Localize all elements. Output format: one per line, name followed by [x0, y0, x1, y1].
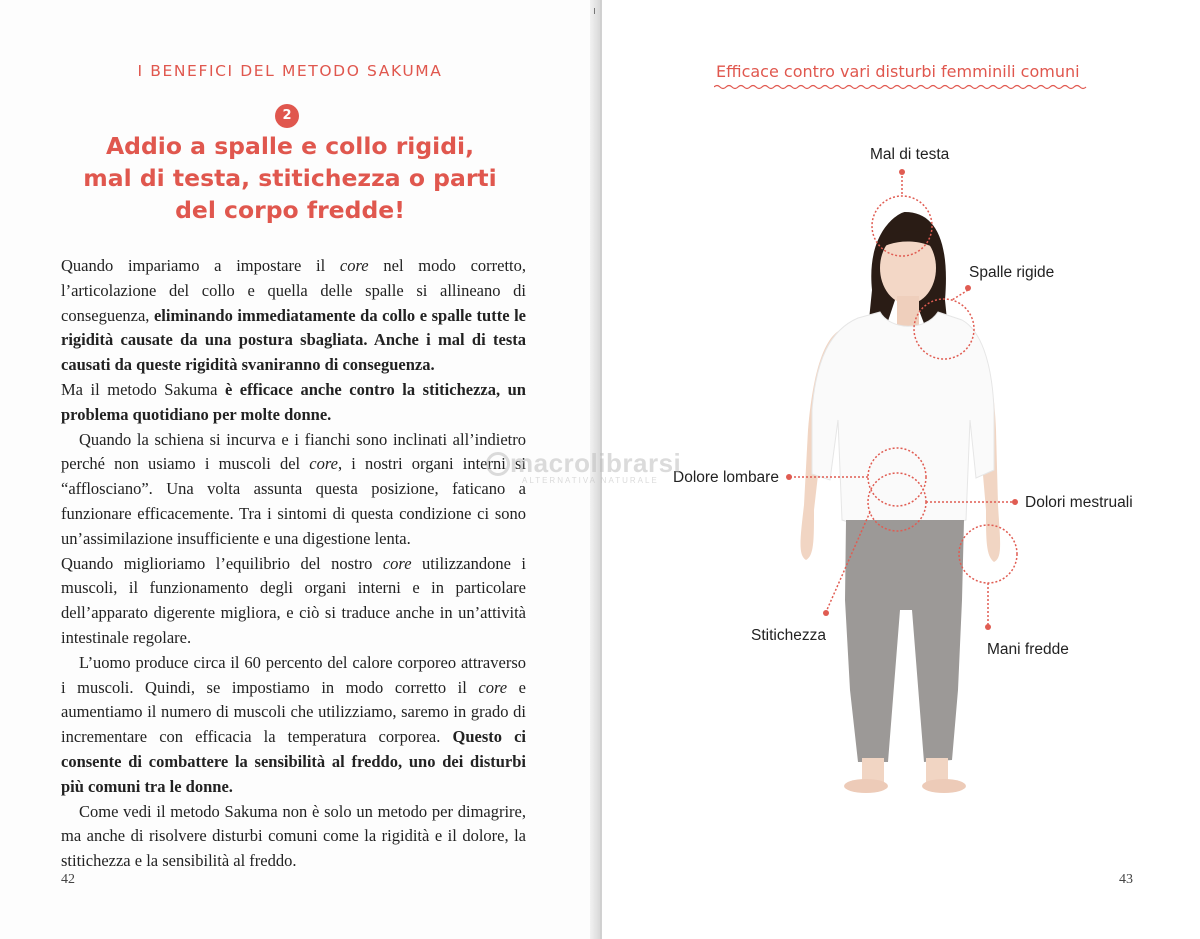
title-line: mal di testa, stitichezza o parti: [83, 164, 497, 192]
label-lower-back: Dolore lombare: [673, 469, 779, 486]
label-cold-hands: Mani fredde: [987, 641, 1069, 658]
body-paragraph: [61, 428, 526, 552]
text-run: e aumentiamo il numero di muscoli che utilizziamo, saremo in grado di incrementare con efficacia la temperatura corporea.: [61, 677, 526, 747]
page-title: [60, 130, 520, 226]
italic-text: core: [478, 677, 508, 697]
title-line: Addio a spalle e collo rigidi,: [105, 132, 475, 160]
text-run: L’uomo produce circa il 60 percento del calore corporeo attraverso i muscoli. Quindi, se impostiamo in modo corretto il: [61, 652, 526, 697]
body-paragraph: [61, 254, 526, 378]
gutter-mark: [594, 8, 595, 14]
text-run: Quando miglioriamo l’equilibrio del nostro: [61, 553, 383, 573]
watermark-brand: macrolibrarsi: [510, 448, 682, 478]
figure-shirt: [812, 312, 994, 528]
watermark: [486, 448, 681, 485]
section-label: I BENEFICI DEL METODO SAKUMA: [137, 62, 443, 80]
label-constipation: Stitichezza: [751, 627, 826, 644]
text-run: , i nostri organi interni si “afflosciano”. Una volta assunta questa posizione, faticano a funzionare efficacemente. Tra i sintomi di questa condizione ci sono un’assimilazione insufficiente e una digestione lenta.: [61, 454, 526, 548]
body-paragraph: [61, 378, 526, 428]
watermark-tagline: ALTERNATIVA NATURALE: [522, 476, 659, 485]
figure-pants: [845, 520, 964, 762]
body-text: [61, 254, 526, 874]
italic-text: core: [309, 454, 338, 474]
body-paragraph: [61, 800, 526, 874]
bold-text: è efficace anche contro la stitichezza, un problema quotidiano per molte donne.: [61, 379, 526, 424]
text-run: nel modo corretto, l’articolazione del collo e quella delle spalle si allineano di conseguenza,: [61, 256, 526, 325]
text-run: Come vedi il metodo Sakuma non è solo un metodo per dimagrire, ma anche di risolvere disturbi comuni come la rigidità e il dolore, la stitichezza e la sensibilità al freddo.: [61, 801, 526, 871]
bold-text: Questo ci consente di combattere la sensibilità al freddo, uno dei disturbi più comuni tra le donne.: [61, 727, 526, 796]
page-number-right: 43: [1119, 872, 1133, 887]
title-line: del corpo fredde!: [175, 196, 405, 224]
number-badge: 2: [275, 104, 299, 128]
text-run: Quando la schiena si incurva e i fianchi sono inclinati all’indietro perché non usiamo i muscoli del: [61, 429, 526, 474]
watermark-logo-icon: [486, 452, 510, 476]
bold-text: eliminando immediatamente da collo e spalle tutte le rigidità causate da una postura sbagliata. Anche i mal di testa causati da queste rigidità svaniranno di conseguenza.: [61, 305, 526, 375]
text-run: utilizzandone i muscoli, il funzionamento degli organi interni e in particolare dell’apparato digerente migliora, e ciò si traduce anche in un’attività intestinale regolare.: [61, 553, 526, 647]
right-page-heading: Efficace contro vari disturbi femminili comuni: [716, 62, 1080, 81]
text-run: Ma il metodo Sakuma: [61, 379, 225, 399]
page-number-left: 42: [61, 872, 75, 887]
label-menstrual: Dolori mestruali: [1025, 494, 1133, 511]
label-shoulders: Spalle rigide: [969, 264, 1055, 281]
body-paragraph: [61, 552, 526, 651]
italic-text: core: [339, 256, 369, 275]
label-head: Mal di testa: [870, 146, 950, 163]
italic-text: core: [382, 553, 412, 573]
text-run: Quando impariamo a impostare il: [61, 256, 340, 275]
body-paragraph: [61, 651, 526, 800]
